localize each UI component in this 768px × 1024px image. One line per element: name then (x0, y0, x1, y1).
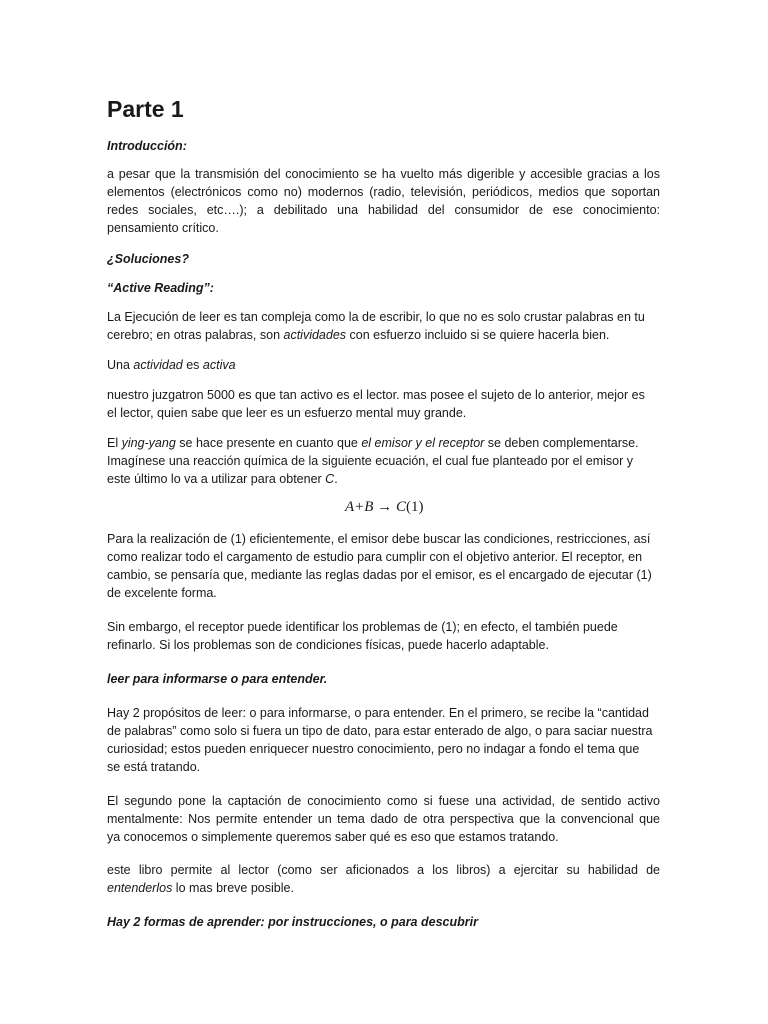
yingyang-line-3 (107, 470, 660, 488)
yingyang-text-2: se hace presente en cuanto que (175, 436, 362, 450)
actividad-text-2: es (182, 358, 203, 372)
libro-paragraph (107, 861, 660, 897)
leer-heading: leer para informarse o para entender. (107, 672, 328, 686)
segundo-line-2: mentalmente: Nos permite entender un tema dado de otra perspectiva que la convencional que (107, 812, 660, 826)
yingyang-emphasis-1: ying-yang (121, 436, 176, 450)
realizacion-line-3: cambio, se pensaría que, mediante las reglas dadas por el emisor, es el encargado de ejecutar (1) (107, 568, 652, 582)
propositos-line-2: de palabras” como solo si fuera un tipo de dato, para estar enterado de algo, o para saciar nuestra (107, 724, 653, 738)
yingyang-paragraph (107, 434, 660, 488)
yingyang-text-1: El (107, 436, 122, 450)
libro-line-2 (107, 879, 660, 897)
segundo-line-1: El segundo pone la captación de conocimiento como si fuese una actividad, de sentido activo (107, 794, 660, 808)
actividad-paragraph (107, 356, 660, 374)
ejecucion-text: cerebro; en otras palabras, son (107, 328, 284, 342)
intro-line-3: redes sociales, etc….); a debilitado una habilidad del consumidor de ese conocimiento: (107, 203, 660, 217)
juzgatron-paragraph (107, 386, 660, 422)
libro-line-1: este libro permite al lector (como ser aficionados a los libros) a ejercitar su habilidad de (107, 863, 660, 877)
ejecucion-paragraph (107, 308, 660, 344)
equation-arrow: → (377, 499, 393, 515)
yingyang-line-1 (107, 434, 660, 452)
soluciones-heading: ¿Soluciones? (107, 252, 189, 266)
sinembargo-paragraph (107, 618, 660, 654)
juzgatron-line-1: nuestro juzgatron 5000 es que tan activo es el lector. mas posee el sujeto de lo anterior, mejor es (107, 388, 645, 402)
intro-line-4: pensamiento crítico. (107, 221, 219, 235)
ejecucion-emphasis: actividades (283, 328, 347, 342)
propositos-line-3: curiosidad; estos pueden enriquecer nuestro conocimiento, pero no indagar a fondo el tema que (107, 742, 640, 756)
actividad-emphasis-2: activa (202, 358, 236, 372)
realizacion-line-1: Para la realización de (1) eficientemente, el emisor debe buscar las condiciones, restricciones, así (107, 532, 651, 546)
sinembargo-line-2: refinarlo. Si los problemas son de condiciones físicas, puede hacerlo adaptable. (107, 638, 549, 652)
active-reading-heading: “Active Reading”: (107, 281, 214, 295)
realizacion-paragraph (107, 530, 660, 602)
ejecucion-line-2 (107, 326, 660, 344)
juzgatron-line-2: el lector, quien sabe que leer es un esfuerzo mental muy grande. (107, 406, 467, 420)
equation-number: (1) (405, 499, 424, 515)
realizacion-line-2: como realizar todo el cargamento de estudio para cumplir con el objetivo anterior. El receptor, en (107, 550, 643, 564)
yingyang-emphasis-3: C (325, 472, 335, 486)
libro-emphasis: entenderlos (107, 881, 173, 895)
propositos-line-1: Hay 2 propósitos de leer: o para informarse, o para entender. En el primero, se recibe la “cantidad (107, 706, 649, 720)
propositos-paragraph (107, 704, 660, 776)
sinembargo-line-1: Sin embargo, el receptor puede identificar los problemas de (1); en efecto, el también puede (107, 620, 618, 634)
ejecucion-line-1: La Ejecución de leer es tan compleja como la de escribir, lo que no es solo crustar palabras en tu (107, 310, 645, 324)
actividad-emphasis-1: actividad (133, 358, 183, 372)
actividad-text-1: Una (107, 358, 134, 372)
yingyang-text-4: este último lo va a utilizar para obtener (107, 472, 326, 486)
intro-line-2: elementos (electrónicos como no) modernos (radio, televisión, periódicos, medios que soportan (107, 185, 660, 199)
page-title: Parte 1 (107, 96, 184, 122)
yingyang-text-3: se deben complementarse. (484, 436, 639, 450)
equation-lhs: A+B (345, 499, 374, 515)
ejecucion-text-end: con esfuerzo incluido si se quiere hacerla bien. (346, 328, 610, 342)
equation-1 (345, 499, 423, 516)
formas-heading: Hay 2 formas de aprender: por instrucciones, o para descubrir (107, 915, 478, 929)
segundo-paragraph (107, 792, 660, 846)
intro-paragraph (107, 165, 660, 237)
intro-heading: Introducción: (107, 139, 187, 153)
yingyang-text-5: . (334, 472, 338, 486)
realizacion-line-4: de excelente forma. (107, 586, 217, 600)
libro-text: lo mas breve posible. (172, 881, 294, 895)
yingyang-line-2: Imagínese una reacción química de la siguiente ecuación, el cual fue planteado por el emisor y (107, 454, 634, 468)
equation-rhs: C (395, 499, 406, 515)
propositos-line-4: se está tratando. (107, 760, 201, 774)
intro-line-1: a pesar que la transmisión del conocimiento se ha vuelto más digerible y accesible gracias a los (107, 167, 660, 181)
segundo-line-3: ya conocemos o simplemente queremos saber qué es eso que estamos tratando. (107, 830, 559, 844)
yingyang-emphasis-2: el emisor y el receptor (361, 436, 485, 450)
